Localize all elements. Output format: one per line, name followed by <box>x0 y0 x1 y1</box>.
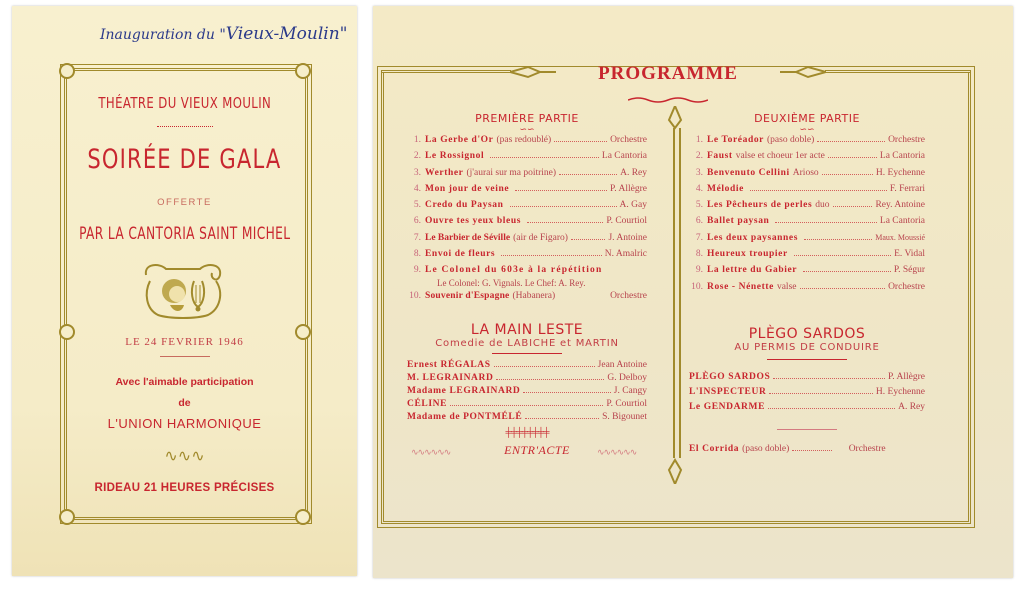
divider <box>12 356 357 357</box>
wave-ornament-icon: ∿∿∿∿∿∿ <box>597 446 637 457</box>
cast-row: L'INSPECTEUR H. Eychenne <box>689 386 925 397</box>
cast-row: Madame de PONTMÉLÉ S. Bigounet <box>407 411 647 422</box>
program-item: 3. Benvenuto Cellini Arioso H. Eychenne <box>695 167 925 178</box>
program-item: 8. Heureux troupier E. Vidal <box>695 249 925 260</box>
column-divider <box>673 128 681 458</box>
part2-list <box>689 135 925 298</box>
divider <box>12 126 357 127</box>
play1-cast-list <box>407 360 647 425</box>
theatre-name: THÉATRE DU VIEUX MOULIN <box>98 94 271 112</box>
play2-title: PLÈGO SARDOS <box>748 325 866 342</box>
frame-corner-ornament-icon <box>295 63 311 79</box>
program-item: 3. Werther (j'aurai sur ma poitrine) A. Rey <box>413 167 647 178</box>
play2-cast-list <box>689 372 925 417</box>
divider-bottom-ornament-icon <box>667 456 683 484</box>
offered-by-wrap <box>12 224 357 244</box>
cast-row: Madame LEGRAINARD J. Cangy <box>407 385 647 396</box>
handwritten-suffix: " <box>339 24 348 44</box>
play2-subtitle: AU PERMIS DE CONDUIRE <box>734 341 880 353</box>
offered-label: OFFERTE <box>157 197 212 208</box>
programme-page <box>373 6 1013 578</box>
cast-row: Ernest RÉGALAS Jean Antoine <box>407 359 647 370</box>
programme-title-text: PROGRAMME <box>598 63 738 84</box>
offered-by: PAR LA CANTORIA SAINT MICHEL <box>78 224 291 244</box>
cast-row: M. LEGRAINARD G. Delboy <box>407 372 647 383</box>
handwritten-note <box>100 24 348 44</box>
program-item: 9. Le Colonel du 603e à la répétition <box>413 265 603 276</box>
item9-cast: Le Colonel: G. Vignals. Le Chef: A. Rey. <box>437 278 586 289</box>
header-line-left <box>381 70 511 73</box>
pen-nib-ornament-left-icon <box>510 65 556 79</box>
small-swirl-icon: ∽∽ <box>799 124 815 134</box>
event-date: LE 24 FEVRIER 1946 <box>125 336 244 348</box>
handwritten-prefix: Inauguration du " <box>100 27 226 43</box>
part1-list <box>407 135 647 308</box>
cast-row: CÉLINE P. Courtiol <box>407 398 647 409</box>
program-item: 4. Mélodie F. Ferrari <box>695 183 925 194</box>
cast-row: PLÈGO SARDOS P. Allègre <box>689 371 925 382</box>
program-item: 5. Les Pêcheurs de perles duo Rey. Antoine <box>695 200 925 211</box>
swirl-ornament-icon: ∿∿∿ <box>164 448 205 465</box>
part1-heading: PREMIÈRE PARTIE <box>475 112 579 125</box>
program-item: 1. La Gerbe d'Or (pas redoublé) Orchestre <box>413 135 647 145</box>
divider-top-ornament-icon <box>667 106 683 130</box>
program-item: 10. Souvenir d'Espagne (Habanera) Orchestre <box>409 291 647 302</box>
wave-ornament-icon: ∿∿∿∿∿∿ <box>411 446 451 457</box>
frame-corner-ornament-icon <box>59 63 75 79</box>
part2-heading: DEUXIÈME PARTIE <box>754 112 860 125</box>
wave-ornament-icon <box>628 91 708 99</box>
program-item: 4. Mon jour de veine P. Allègre <box>413 183 647 194</box>
small-swirl-icon: ∽∽ <box>519 124 535 134</box>
lyre-and-muse-emblem-icon <box>140 261 226 321</box>
part1-column <box>407 112 647 463</box>
intermission-label: ENTR'ACTE <box>504 442 570 457</box>
program-item: 9. La lettre du Gabier P. Ségur <box>695 265 925 276</box>
event-title-wrap <box>12 144 357 175</box>
cast-row: Le GENDARME A. Rey <box>689 401 925 412</box>
frame-corner-ornament-icon <box>295 509 311 525</box>
program-item: 7. Les deux paysannes Maux. Moussié <box>695 232 925 243</box>
curtain-time: RIDEAU 21 HEURES PRÉCISES <box>94 482 275 494</box>
cross-ornament-icon: ╪╪╪╪╪╪╪╪ <box>505 426 549 437</box>
play1-subtitle: Comedie de LABICHE et MARTIN <box>435 337 619 349</box>
program-item: 1. Le Toréador (paso doble) Orchestre <box>695 135 925 145</box>
finale-item: El Corrida (paso doble) Orchestre <box>689 443 886 454</box>
frame-corner-ornament-icon <box>59 509 75 525</box>
part2-column <box>689 112 925 460</box>
program-item: 6. Ballet paysan La Cantoria <box>695 216 925 227</box>
program-cover-page <box>12 6 357 576</box>
participation-de: de <box>178 397 191 409</box>
program-item: 5. Credo du Paysan A. Gay <box>413 200 647 211</box>
participation-line: Avec l'aimable participation <box>115 376 254 388</box>
theatre-name-wrap <box>12 94 357 112</box>
program-item: 2. Le Rossignol La Cantoria <box>413 151 647 162</box>
pen-nib-ornament-right-icon <box>780 65 826 79</box>
guest-group-name: L'UNION HARMONIQUE <box>107 416 262 431</box>
header-line-right <box>825 70 971 73</box>
intermission-row <box>407 443 647 463</box>
program-item: 10. Rose - Nénette valse Orchestre <box>691 281 925 292</box>
program-item: 8. Envoi de fleurs N. Amalric <box>413 249 647 260</box>
program-item: 7. Le Barbier de Séville (air de Figaro) J. Antoine <box>413 232 647 243</box>
event-title: SOIRÉE DE GALA <box>87 144 282 175</box>
play1-title: LA MAIN LESTE <box>470 321 584 338</box>
program-item: 2. Faust valse et choeur 1er acte La Cantoria <box>695 151 925 162</box>
programme-title <box>568 63 768 85</box>
program-item: 6. Ouvre tes yeux bleus P. Courtiol <box>413 216 647 227</box>
handwritten-name: Vieux-Moulin <box>225 24 340 44</box>
